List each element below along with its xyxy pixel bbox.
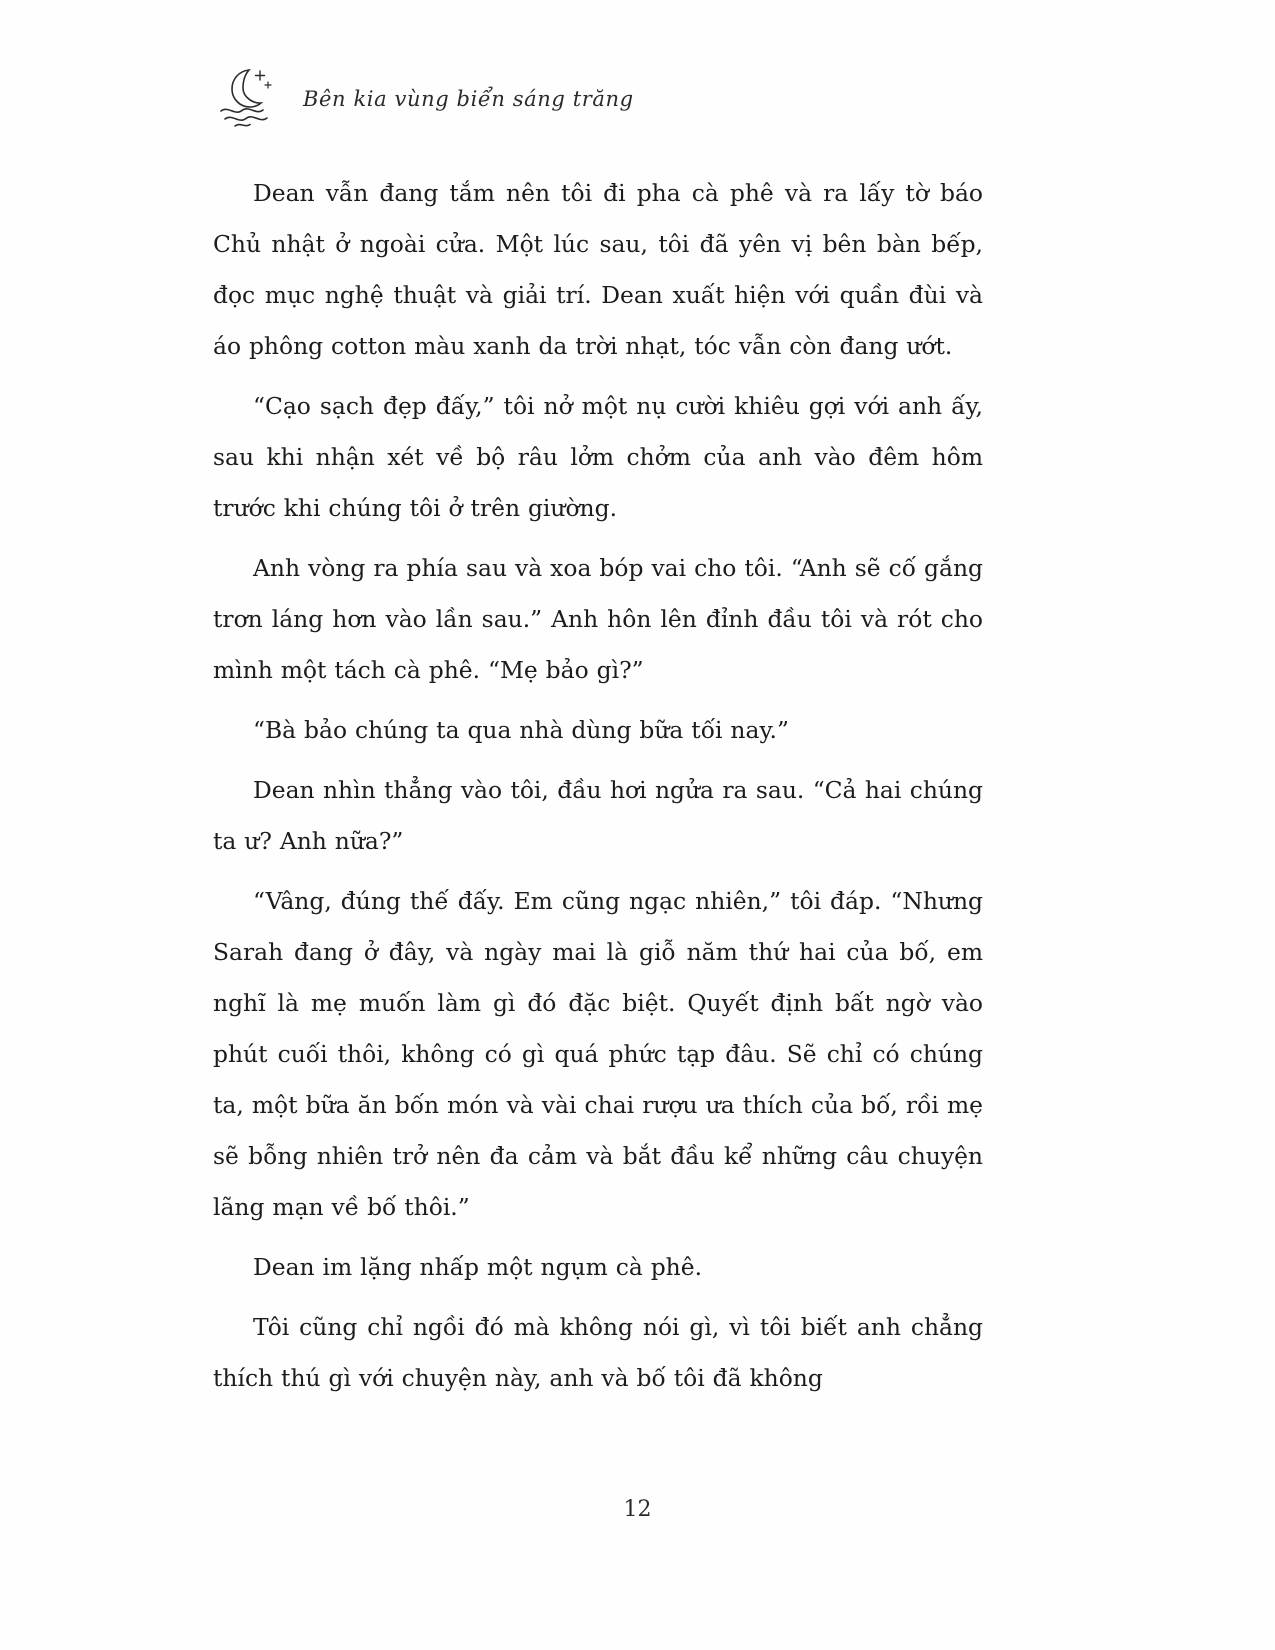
crescent-moon-over-waves-icon [215,64,285,130]
paragraph: “Bà bảo chúng ta qua nhà dùng bữa tối nay.” [253,716,789,744]
paragraph: Dean im lặng nhấp một ngụm cà phê. [253,1253,703,1281]
running-head [215,62,634,132]
paragraph: Anh vòng ra phía sau và xoa bóp vai cho tôi. “Anh sẽ cố gắng trơn láng hơn vào lần sau.” Anh hôn lên đỉnh đầu tôi và rót cho mình một tách cà phê. “Mẹ bảo gì?” [213,554,983,684]
paragraph: “Vâng, đúng thế đấy. Em cũng ngạc nhiên,” tôi đáp. “Nhưng Sarah đang ở đây, và ngày mai là giỗ năm thứ hai của bố, em nghĩ là mẹ muốn làm gì đó đặc biệt. Quyết định bất ngờ vào phút cuối thôi, không có gì quá phức tạp đâu. Sẽ chỉ có chúng ta, một bữa ăn bốn món và vài chai rượu ưa thích của bố, rồi mẹ sẽ bỗng nhiên trở nên đa cảm và bắt đầu kể những câu chuyện lãng mạn về bố thôi.” [213,887,983,1221]
page-number: 12 [623,1497,652,1522]
paragraph: Dean vẫn đang tắm nên tôi đi pha cà phê và ra lấy tờ báo Chủ nhật ở ngoài cửa. Một lúc sau, tôi đã yên vị bên bàn bếp, đọc mục nghệ thuật và giải trí. Dean xuất hiện với quần đùi và áo phông cotton màu xanh da trời nhạt, tóc vẫn còn đang ướt. [213,179,983,360]
body-text-column [213,168,983,1404]
paragraph: Dean nhìn thẳng vào tôi, đầu hơi ngửa ra sau. “Cả hai chúng ta ư? Anh nữa?” [213,776,983,855]
running-head-title: Bên kia vùng biển sáng trăng [303,87,634,111]
paragraph: Tôi cũng chỉ ngồi đó mà không nói gì, vì tôi biết anh chẳng thích thú gì với chuyện này, anh và bố tôi đã không [213,1313,983,1392]
paragraph: “Cạo sạch đẹp đấy,” tôi nở một nụ cười khiêu gợi với anh ấy, sau khi nhận xét về bộ râu lởm chởm của anh vào đêm hôm trước khi chúng tôi ở trên giường. [213,392,983,522]
